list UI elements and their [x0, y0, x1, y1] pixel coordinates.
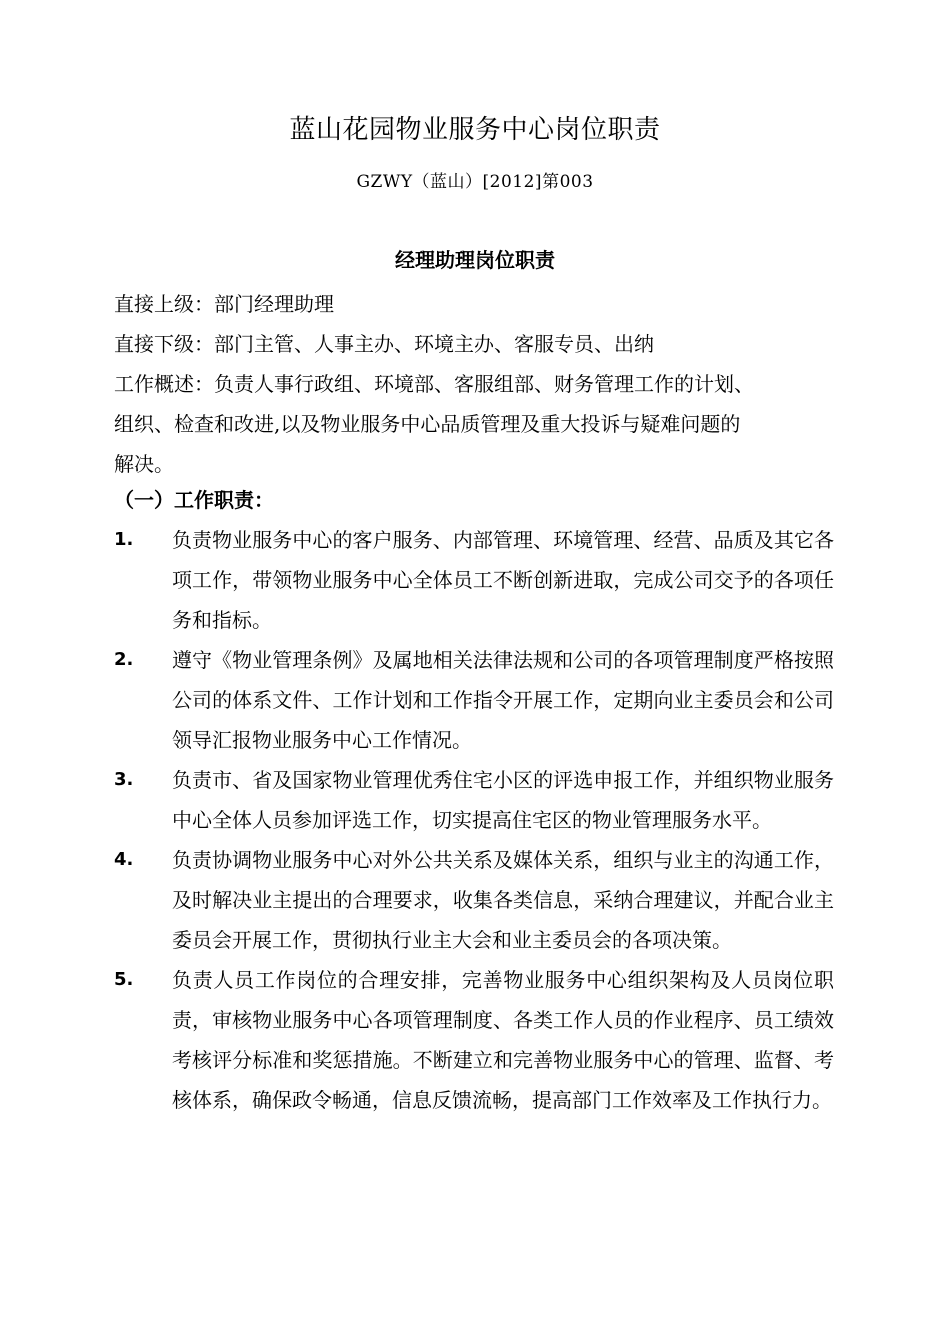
- duty-number: 5.: [114, 969, 134, 990]
- duty-number: 4.: [114, 849, 134, 870]
- direct-superior: 直接上级：部门经理助理: [114, 292, 334, 316]
- duty-number: 1.: [114, 529, 134, 550]
- duty-text: 负责市、省及国家物业管理优秀住宅小区的评选申报工作，并组织物业服务中心全体人员参加评选工作，切实提高住宅区的物业管理服务水平。: [172, 768, 834, 832]
- duty-item: [114, 840, 834, 960]
- duty-text: 负责物业服务中心的客户服务、内部管理、环境管理、经营、品质及其它各项工作，带领物业服务中心全体员工不断创新进取，完成公司交予的各项任务和指标。: [172, 528, 834, 632]
- section-heading: （一）工作职责：: [114, 488, 274, 512]
- duty-number: 3.: [114, 769, 134, 790]
- duty-text: 遵守《物业管理条例》及属地相关法律法规和公司的各项管理制度严格按照公司的体系文件、工作计划和工作指令开展工作，定期向业主委员会和公司领导汇报物业服务中心工作情况。: [172, 648, 834, 752]
- duty-item: [114, 520, 834, 640]
- duty-item: [114, 960, 834, 1120]
- position-summary: [114, 284, 834, 484]
- duty-item: [114, 760, 834, 840]
- duty-item: [114, 640, 834, 760]
- overview-line: 解决。: [114, 452, 174, 476]
- position-title: 经理助理岗位职责: [395, 248, 555, 272]
- duty-text: 负责协调物业服务中心对外公共关系及媒体关系，组织与业主的沟通工作，及时解决业主提出的合理要求，收集各类信息，采纳合理建议，并配合业主委员会开展工作，贯彻执行业主大会和业主委员会的各项决策。: [172, 848, 834, 952]
- duty-number: 2.: [114, 649, 134, 670]
- direct-subordinates: 直接下级：部门主管、人事主办、环境主办、客服专员、出纳: [114, 332, 654, 356]
- duty-text: 负责人员工作岗位的合理安排，完善物业服务中心组织架构及人员岗位职责，审核物业服务中心各项管理制度、各类工作人员的作业程序、员工绩效考核评分标准和奖惩措施。不断建立和完善物业服务中心的管理、监督、考核体系，确保政令畅通，信息反馈流畅，提高部门工作效率及工作执行力。: [172, 968, 834, 1112]
- duties-list: [114, 520, 834, 1120]
- document-number: GZWY（蓝山）[2012]第003: [356, 172, 594, 192]
- overview-line: 工作概述：负责人事行政组、环境部、客服组部、财务管理工作的计划、: [114, 372, 754, 396]
- overview-line: 组织、检查和改进,以及物业服务中心品质管理及重大投诉与疑难问题的: [114, 412, 741, 436]
- document-title: 蓝山花园物业服务中心岗位职责: [289, 115, 661, 145]
